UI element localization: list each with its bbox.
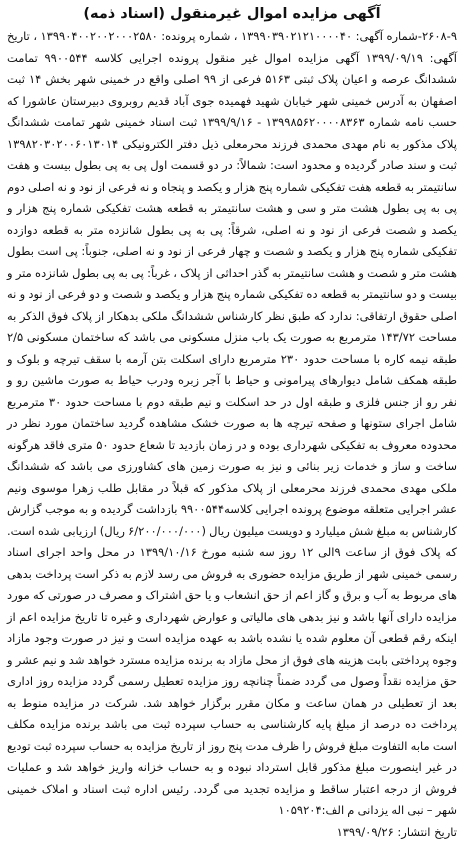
- publish-date: تاریخ انتشار: ۱۳۹۹/۰۹/۲۶: [7, 822, 457, 843]
- notice-title: آگهی مزایده اموال غیرمنقول (اسناد ذمه): [7, 4, 457, 24]
- notice-body: ۲۶۰۸-۹-شماره آگهی: ۱۳۹۹۰۳۹۰۲۱۲۱۰۰۰۰۴۰ ، شماره پرونده: ۱۳۹۹۰۴۰۰۲۰۰۲۰۰۰۲۵۸۰ ، تاریخ آگهی: ۱۳۹۹/۰۹/۱۹ آگهی مزایده اموال غیر منقول پرونده اجرایی کلاسه ۹۹۰۰۵۴۴ تمامت ششدانگ عرصه و اعیان پلاک ثبتی ۵۱۶۳ فرعی از ۹۹ اصلی واقع در خمینی شهر بخش ۱۴ ثبت اصفهان به آدرس خمینی شهر خیابان شهید فهمیده جوی آباد قدیم روبروی دبیرستان عاشورا که حسب نامه شماره ۱۳۹۹۸۵۶۲۰۰۰۰۸۳۶۳ - ۱۳۹۹/۹/۱۶ ثبت اسناد خمینی شهر تمامت ششدانگ پلاک مذکور به نام مهدی محمدی فرزند محرمعلی ذیل دفتر الکترونیکی ۱۳۹۸۲۰۳۰۲۰۰۶۰۱۳۰۱۴ ثبت و سند صادر گردیده و محدود است: شمالاً: در دو قسمت اول پی به پی بطول بیست و هفت سانتیمتر به قطعه هفت تفکیکی شماره پنج هزار و یکصد و پنجاه و نه فرعی از نود و نه اصلی دوم پی به پی بطول هشت متر و سی و هشت سانتیمتر به قطعه هشت تفکیکی شماره پنج هزار و یکصد و شصت فرعی از نود و نه اصلی، شرقاً: پی به پی بطول شانزده متر به قطعه دوازده تفکیکی شماره پنج هزار و یکصد و شصت و چهار فرعی از نود و نه اصلی، جنوباً: پی است بطول هشت متر و شصت و هشت سانتیمتر به گذر احداثی از پلاک ، غرباً: پی به پی بطول شانزده متر و بیست و دو سانتیمتر به قطعه ده تفکیکی شماره پنج هزار و یکصد و شصت و دو فرعی از نود و نه اصلی حقوق ارتفاقی: ندارد که طبق نظر کارشناس ششدانگ ملکی بدهکار از پلاک فوق الذکر به مساحت ۱۴۳/۷۲ مترمربع به صورت یک باب منزل مسکونی می باشد که ساختمان مسکونی ۲/۵ طبقه نیمه کاره با مساحت حدود ۲۳۰ مترمربع دارای اسکلت بتن آرمه با سقف تیرچه و بلوک و طبقه همکف شامل دیوارهای پیرامونی و حیاط با آجر زبره ودرب حیاط به صورت ماشین رو و نفر رو از جنس فلزی و طبقه اول در حد اسکلت و نیم طبقه دوم با مساحت حدود ۳۰ مترمربع شامل اجرای ستونها و صفحه تیرچه ها به صورت خشک مشاهده گردید ساختمان مورد نظر در محدوده معروف به تفکیکی شهرداری بوده و در زمان بازدید تا شعاع حدود ۵۰ متری فاقد هرگونه ساخت و ساز و خدمات زیر بنائی و نیز به صورت زمین های کشاورزی می باشد که ششدانگ ملکی مهدی محمدی فرزند محرمعلی از پلاک مذکور که قبلاً در مقابل طلب زهرا موسوی ونیم عشر اجرایی متعلقه موضوع پرونده اجرایی کلاسه۹۹۰۰۵۴۴ بازداشت گردیده و به موجب گزارش کارشناس به مبلغ شش میلیارد و دویست میلیون ریال (۶/۲۰۰/۰۰۰/۰۰۰ ریال) ارزیابی شده است. که پلاک فوق از ساعت ۹الی ۱۲ روز سه شنبه مورخ ۱۳۹۹/۱۰/۱۶ در محل واحد اجرای اسناد رسمی خمینی شهر از طریق مزایده حضوری به فروش می رسد لازم به ذکر است پرداخت بدهی های مربوط به آب و برق و گاز اعم از حق انشعاب و یا حق اشتراک و مصرف در صورتی که مورد مزایده دارای آنها باشد و نیز بدهی های مالیاتی و عوارض شهرداری و غیره تا تاریخ مزایده اعم از اینکه رقم قطعی آن معلوم شده یا نشده باشد به عهده مزایده است و نیز در صورت وجود مازاد وجوه پرداختی بابت هزینه های فوق از محل مازاد به برنده مزایده مسترد خواهد شد و نیم عشر و حق مزایده نقداً وصول می گردد ضمناً چنانچه روز مزایده تعطیل رسمی گردد مزایده روز اداری بعد از تعطیلی در همان ساعت و مکان مقرر برگزار خواهد شد. شرکت در مزایده منوط به پرداخت ده درصد از مبلغ پایه کارشناسی به حساب سپرده ثبت می باشد برنده مزایده مکلف است مابه التفاوت مبلغ فروش را ظرف مدت پنج روز از تاریخ مزایده به حساب سپرده ثبت تودیع در غیر اینصورت مبلغ مذکور قابل استرداد نبوده و به حساب خزانه واریز خواهد شد و عملیات فروش از درجه اعتبار ساقط و مزایده تجدید می گردد. رئیس اداره ثبت اسناد و املاک خمینی شهر – نبی اله یزدانی م الف:۱۰۵۹۲۰۴: [7, 26, 457, 822]
